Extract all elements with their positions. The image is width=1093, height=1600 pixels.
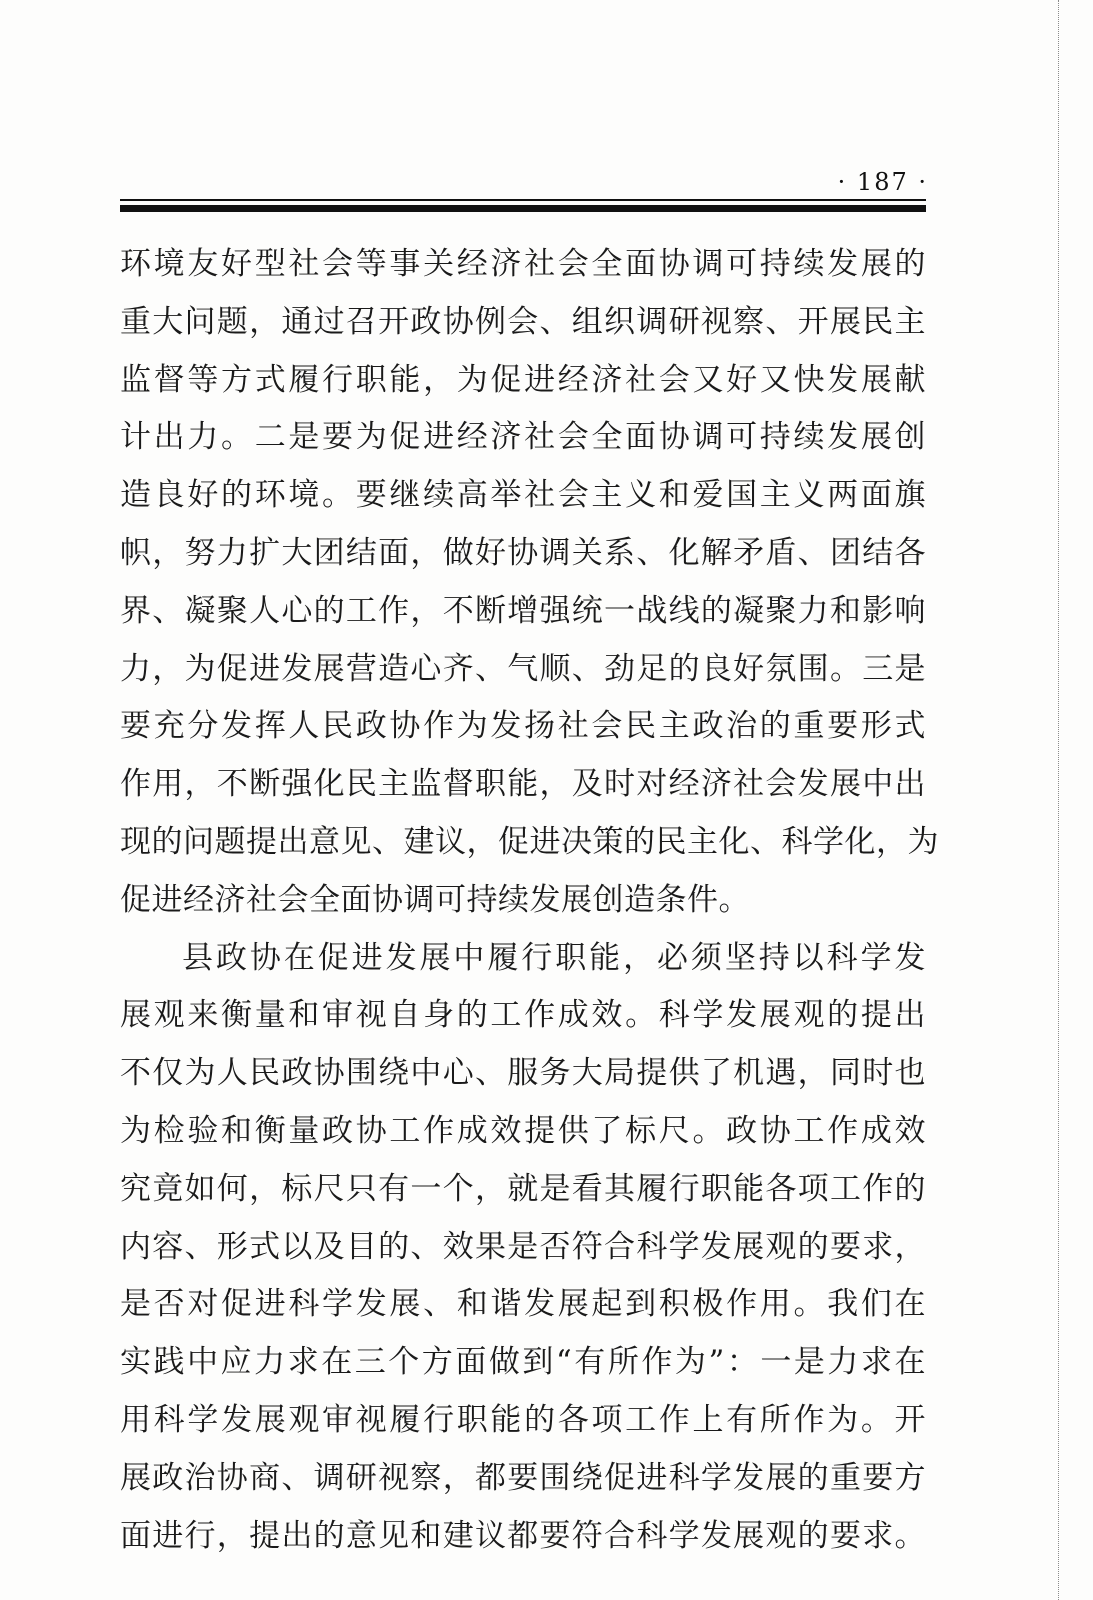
text-line: 用科学发展观审视履行职能的各项工作上有所作为。开 xyxy=(120,1401,926,1438)
text-line: 促进经济社会全面协调可持续发展创造条件。 xyxy=(120,881,750,918)
text-line: 力，为促进发展营造心齐、气顺、劲足的良好氛围。三是 xyxy=(120,650,926,687)
text-line: 是否对促进科学发展、和谐发展起到积极作用。我们在 xyxy=(120,1286,926,1323)
text-line: 要充分发挥人民政协作为发扬社会民主政治的重要形式 xyxy=(120,708,926,745)
text-line: 重大问题，通过召开政协例会、组织调研视察、开展民主 xyxy=(120,303,926,340)
text-line: 为检验和衡量政协工作成效提供了标尺。政协工作成效 xyxy=(120,1112,926,1149)
text-line: 现的问题提出意见、建议，促进决策的民主化、科学化，为 xyxy=(120,823,939,860)
header-rule-thick xyxy=(120,205,926,212)
text-line: 帜，努力扩大团结面，做好协调关系、化解矛盾、团结各 xyxy=(120,534,926,571)
text-line: 展政治协商、调研视察，都要围绕促进科学发展的重要方 xyxy=(120,1459,926,1496)
body-text xyxy=(120,236,939,1565)
page-edge-line xyxy=(1058,0,1059,1600)
text-line: 作用，不断强化民主监督职能，及时对经济社会发展中出 xyxy=(120,766,926,803)
text-line: 实践中应力求在三个方面做到“有所作为”：一是力求在 xyxy=(120,1344,926,1381)
text-line: 内容、形式以及目的、效果是否符合科学发展观的要求， xyxy=(120,1228,926,1265)
text-line: 界、凝聚人心的工作，不断增强统一战线的凝聚力和影响 xyxy=(120,592,926,629)
text-line: 计出力。二是要为促进经济社会全面协调可持续发展创 xyxy=(120,419,926,456)
header-rule-thin xyxy=(120,199,926,201)
text-line: 展观来衡量和审视自身的工作成效。科学发展观的提出 xyxy=(120,997,926,1034)
text-line: 究竟如何，标尺只有一个，就是看其履行职能各项工作的 xyxy=(120,1170,926,1207)
text-line: 面进行，提出的意见和建议都要符合科学发展观的要求。 xyxy=(120,1517,926,1554)
text-line: 造良好的环境。要继续高举社会主义和爱国主义两面旗 xyxy=(120,477,926,514)
text-line: 不仅为人民政协围绕中心、服务大局提供了机遇，同时也 xyxy=(120,1055,926,1092)
text-line: 监督等方式履行职能，为促进经济社会又好又快发展献 xyxy=(120,361,926,398)
text-line: 县政协在促进发展中履行职能，必须坚持以科学发 xyxy=(182,939,926,976)
text-line: 环境友好型社会等事关经济社会全面协调可持续发展的 xyxy=(120,246,926,282)
page-number: · 187 · xyxy=(837,168,928,196)
